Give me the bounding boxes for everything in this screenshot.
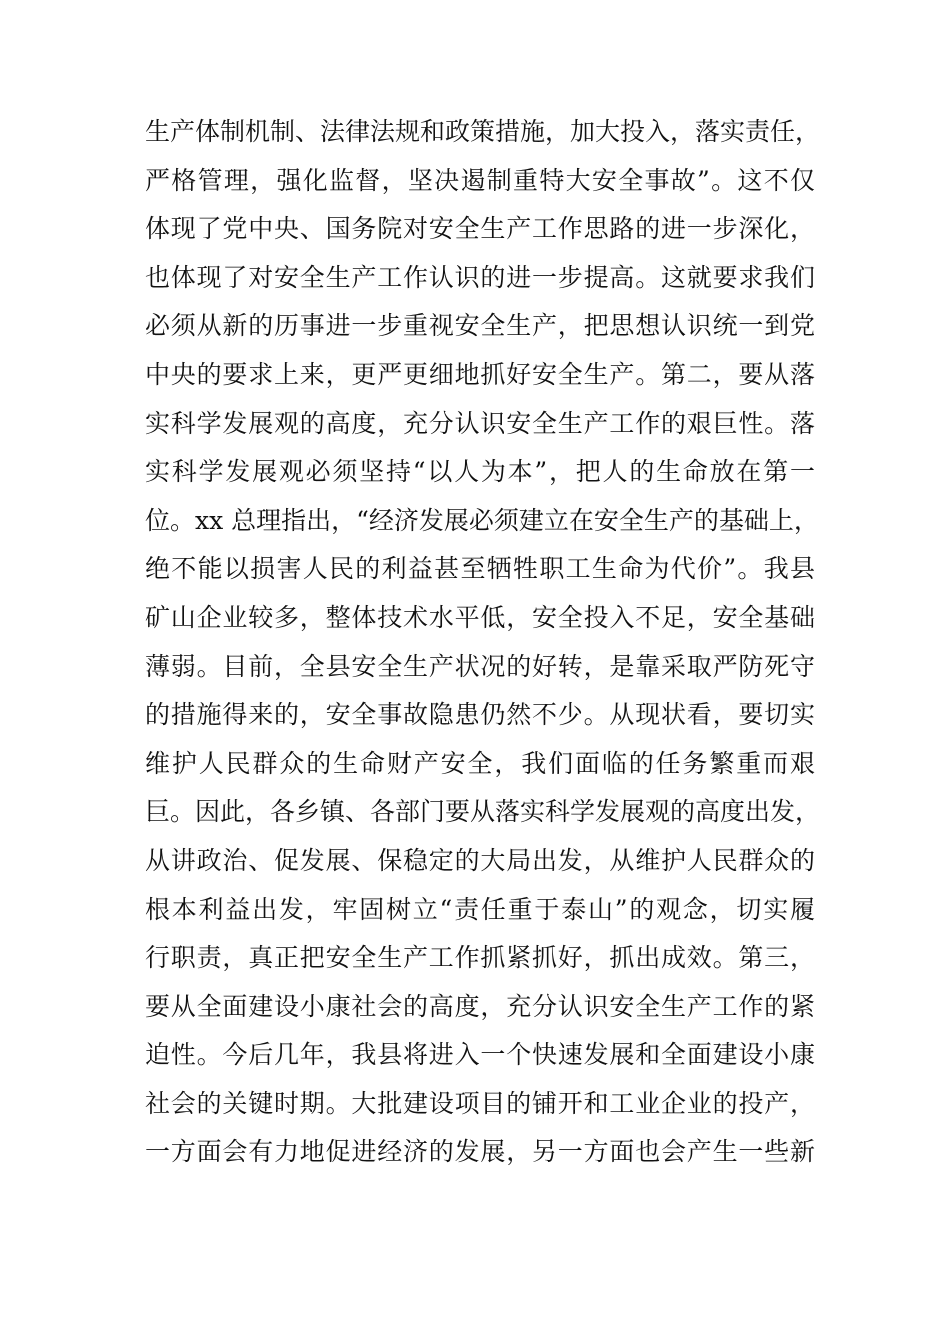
text-line: 要从全面建设小康社会的高度，充分认识安全生产工作的紧: [145, 991, 815, 1021]
text-line: 巨。因此，各乡镇、各部门要从落实科学发展观的高度出发，: [145, 797, 821, 827]
text-line: 行职责，真正把安全生产工作抓紧抓好，抓出成效。第三，: [145, 943, 815, 973]
text-line: 严格管理，强化监督，坚决遏制重特大安全事故”。这不仅: [145, 165, 815, 195]
text-line: 从讲政治、促发展、保稳定的大局出发，从维护人民群众的: [145, 845, 815, 875]
text-line: 维护人民群众的生命财产安全，我们面临的任务繁重而艰: [145, 748, 815, 778]
text-line: 迫性。今后几年，我县将进入一个快速发展和全面建设小康: [145, 1040, 815, 1070]
text-line: 的措施得来的，安全事故隐患仍然不少。从现状看，要切实: [145, 700, 815, 730]
text-line: 一方面会有力地促进经济的发展，另一方面也会产生一些新: [145, 1137, 815, 1167]
text-line: 实科学发展观的高度，充分认识安全生产工作的艰巨性。落: [145, 408, 815, 438]
text-line: 绝不能以损害人民的利益甚至牺牲职工生命为代价”。我县: [145, 554, 815, 584]
text-line: 实科学发展观必须坚持“以人为本”，把人的生命放在第一: [145, 457, 815, 487]
text-line: 矿山企业较多，整体技术水平低，安全投入不足，安全基础: [145, 602, 815, 632]
text-line: 位。xx 总理指出，“经济发展必须建立在安全生产的基础上，: [145, 505, 819, 535]
text-line: 社会的关键时期。大批建设项目的铺开和工业企业的投产，: [145, 1088, 815, 1118]
text-line: 生产体制机制、法律法规和政策措施，加大投入，落实责任，: [145, 117, 821, 146]
text-line: 薄弱。目前，全县安全生产状况的好转，是靠采取严防死守: [145, 651, 815, 681]
text-line: 根本利益出发，牢固树立“责任重于泰山”的观念，切实履: [145, 894, 815, 924]
body-text: [145, 108, 821, 1177]
text-line: 体现了党中央、国务院对安全生产工作思路的进一步深化，: [145, 214, 815, 244]
text-line: 中央的要求上来，更严更细地抓好安全生产。第二，要从落: [145, 359, 815, 389]
text-line: 也体现了对安全生产工作认识的进一步提高。这就要求我们: [145, 262, 815, 292]
text-line: 必须从新的历事进一步重视安全生产，把思想认识统一到党: [145, 311, 815, 341]
